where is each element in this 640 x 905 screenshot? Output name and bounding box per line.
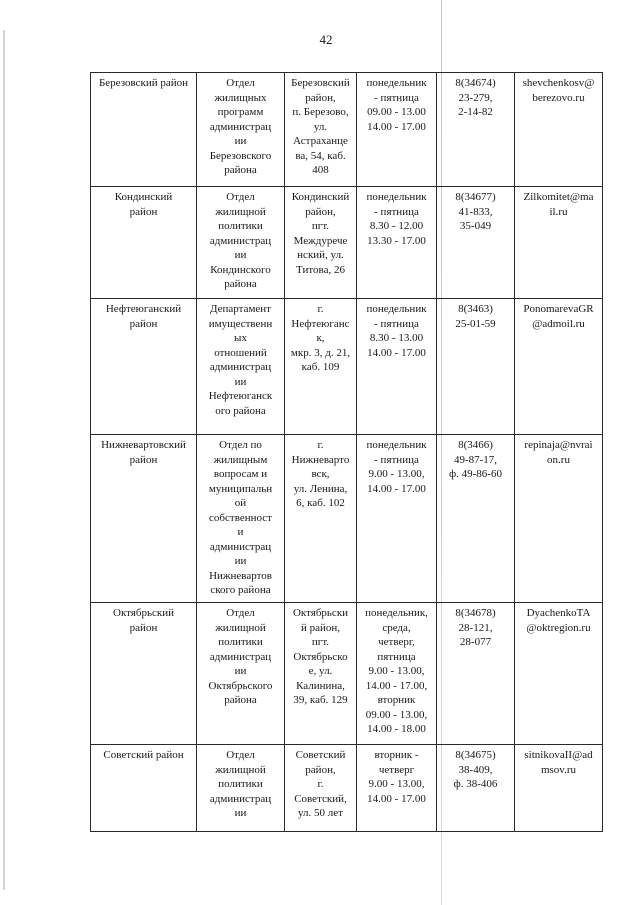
table-row (91, 435, 603, 603)
email-cell: sitnikovaII@ad msov.ru (515, 745, 603, 832)
address-cell: Октябрьски й район, пгт. Октябрьско е, ул. Калинина, 39, каб. 129 (285, 603, 357, 745)
hours-cell: вторник - четверг 9.00 - 13.00, 14.00 - 17.00 (357, 745, 437, 832)
contacts-table (90, 72, 603, 832)
hours-cell: понедельник, среда, четверг, пятница 9.00 - 13.00, 14.00 - 17.00, вторник 09.00 - 13.00, 14.00 - 18.00 (357, 603, 437, 745)
page-number: 42 (319, 32, 333, 47)
table-row (91, 745, 603, 832)
hours-cell: понедельник - пятница 8.30 - 12.00 13.30 - 17.00 (357, 187, 437, 299)
phone-cell: 8(34677) 41-833, 35-049 (437, 187, 515, 299)
email-cell: DyachenkoTA @oktregion.ru (515, 603, 603, 745)
address-cell: Березовский район, п. Березово, ул. Астраханце ва, 54, каб. 408 (285, 73, 357, 187)
hours-cell: понедельник - пятница 8.30 - 13.00 14.00 - 17.00 (357, 299, 437, 435)
department-cell: Департамент имущественн ых отношений администрац ии Нефтеюганск ого района (197, 299, 285, 435)
table-row (91, 187, 603, 299)
department-cell: Отдел жилищной политики администрац ии Октябрьского района (197, 603, 285, 745)
department-cell: Отдел жилищных программ администрац ии Березовского района (197, 73, 285, 187)
district-cell: Советский район (91, 745, 197, 832)
department-cell: Отдел жилищной политики администрац ии Кондинского района (197, 187, 285, 299)
email-cell: shevchenkosv@ berezovo.ru (515, 73, 603, 187)
department-cell: Отдел по жилищным вопросам и муниципальн ой собственност и администрац ии Нижневартов ского района (197, 435, 285, 603)
table-row (91, 299, 603, 435)
table-row (91, 603, 603, 745)
district-cell: Октябрьский район (91, 603, 197, 745)
table-row (91, 73, 603, 187)
district-cell: Нефтеюганский район (91, 299, 197, 435)
address-cell: г. Нижневарто вск, ул. Ленина, 6, каб. 102 (285, 435, 357, 603)
district-cell: Кондинский район (91, 187, 197, 299)
address-cell: Кондинский район, пгт. Междурече нский, ул. Титова, 26 (285, 187, 357, 299)
address-cell: Советский район, г. Советский, ул. 50 лет (285, 745, 357, 832)
district-cell: Березовский район (91, 73, 197, 187)
department-cell: Отдел жилищной политики администрац ии (197, 745, 285, 832)
phone-cell: 8(3463) 25-01-59 (437, 299, 515, 435)
phone-cell: 8(34674) 23-279, 2-14-82 (437, 73, 515, 187)
district-cell: Нижневартовский район (91, 435, 197, 603)
email-cell: repinaja@nvrai on.ru (515, 435, 603, 603)
hours-cell: понедельник - пятница 09.00 - 13.00 14.00 - 17.00 (357, 73, 437, 187)
email-cell: PonomarevaGR @admoil.ru (515, 299, 603, 435)
address-cell: г. Нефтеюганс к, мкр. 3, д. 21, каб. 109 (285, 299, 357, 435)
phone-cell: 8(3466) 49-87-17, ф. 49-86-60 (437, 435, 515, 603)
scan-artifact-left-edge (3, 30, 5, 890)
hours-cell: понедельник - пятница 9.00 - 13.00, 14.00 - 17.00 (357, 435, 437, 603)
email-cell: Zilkomitet@ma il.ru (515, 187, 603, 299)
phone-cell: 8(34678) 28-121, 28-077 (437, 603, 515, 745)
phone-cell: 8(34675) 38-409, ф. 38-406 (437, 745, 515, 832)
